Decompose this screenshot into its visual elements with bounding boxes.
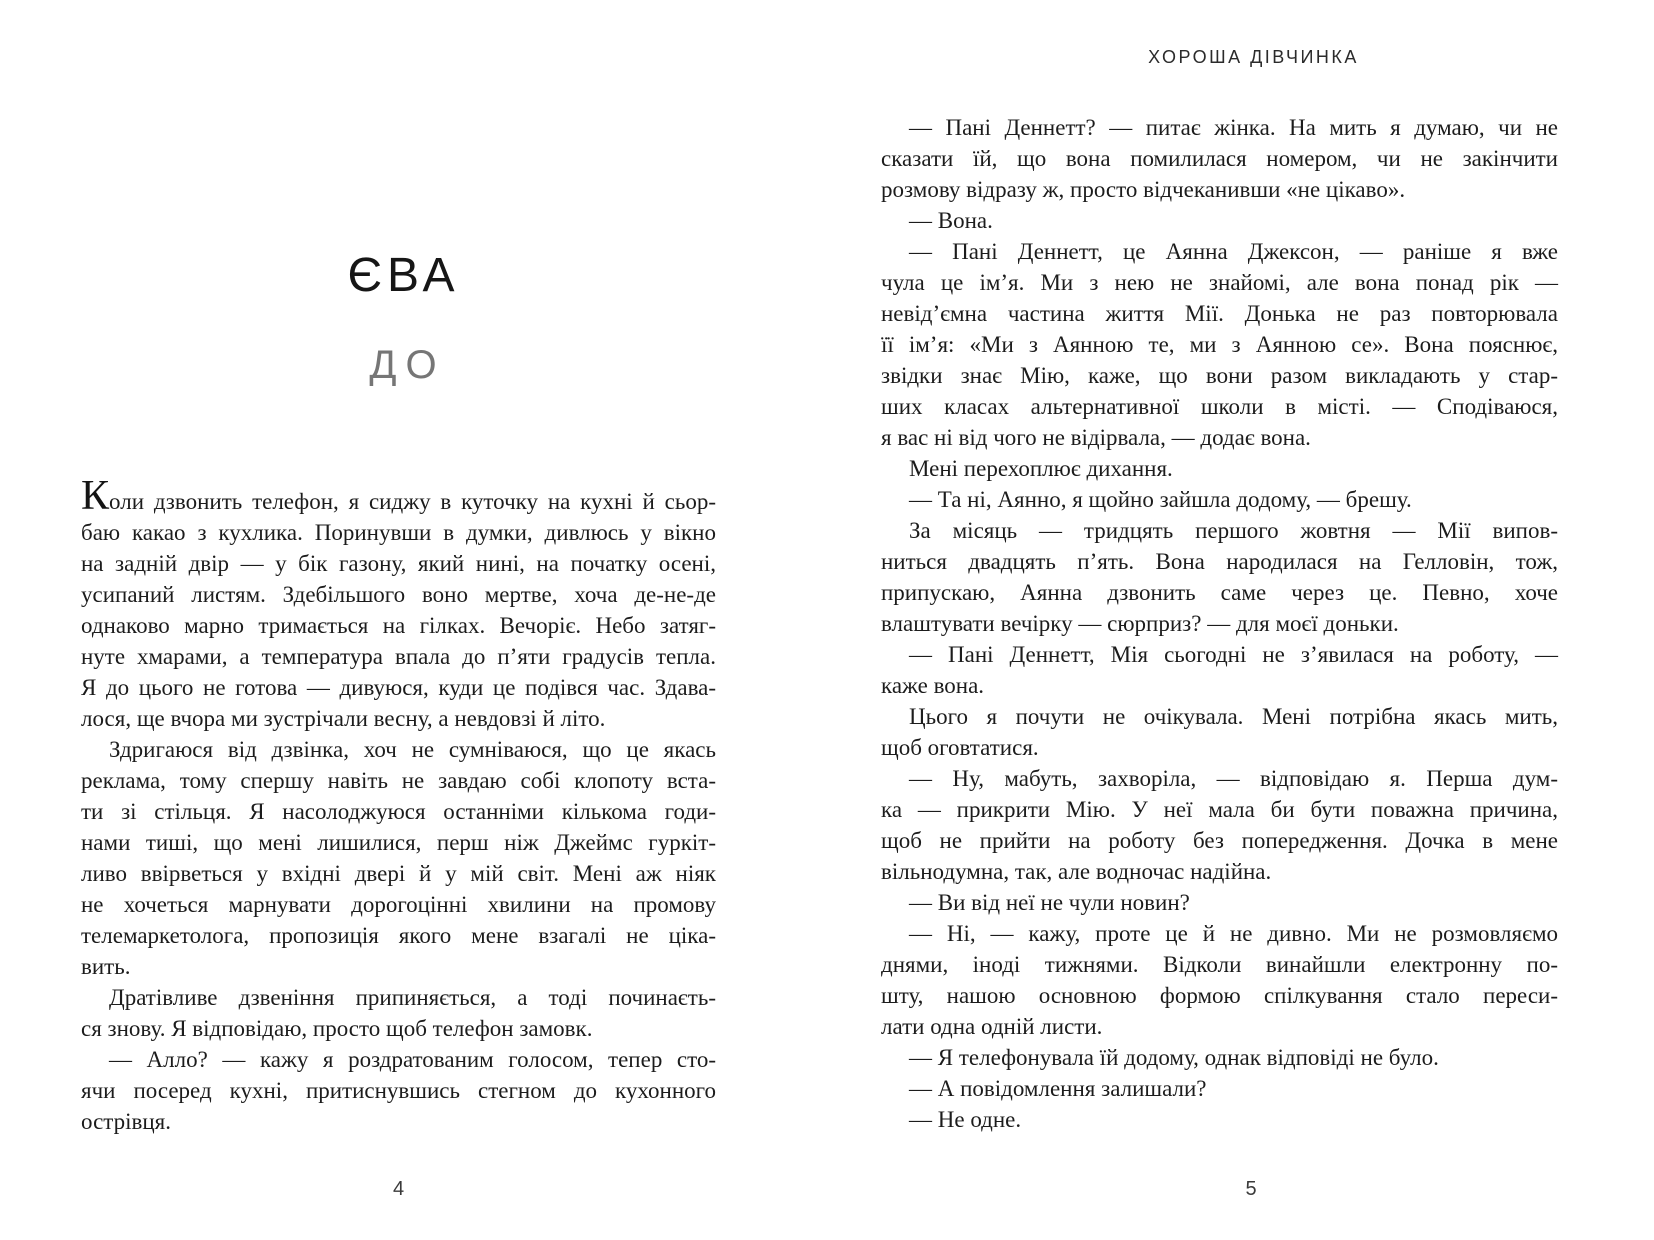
- page-right: [827, 0, 1654, 1240]
- text-line: розмову відразу ж, просто відчеканивши «не цікаво».: [881, 177, 1406, 202]
- text-line: ливо ввірветься у вхідні двері й у мій світ. Мені аж ніяк: [81, 861, 716, 886]
- text-line: — А повідомлення залишали?: [909, 1076, 1207, 1101]
- text-line: Цього я почути не очікувала. Мені потрібна якась мить,: [909, 704, 1558, 729]
- text-line: ячи посеред кухні, притиснувшись стегном до кухонного: [81, 1078, 716, 1103]
- text-line: — Я телефонувала їй додому, однак відповіді не було.: [909, 1045, 1439, 1070]
- text-line: вільнодумна, так, але водночас надійна.: [881, 859, 1272, 884]
- text-line: днями, іноді тижнями. Відколи винайшли електронну по-: [881, 952, 1558, 977]
- text-line: — Та ні, Аянно, я щойно зайшла додому, — брешу.: [909, 487, 1412, 512]
- text-line: шту, нашою основною формою спілкування стало переси-: [881, 983, 1558, 1008]
- text-line: баю какао з кухлика. Поринувши в думки, дивлюсь у вікно: [81, 520, 716, 545]
- text-line: звідки знає Мію, каже, що вони разом викладають у стар-: [881, 363, 1558, 388]
- text-line: — Ви від неї не чули новин?: [909, 890, 1190, 915]
- text-line: Мені перехоплює дихання.: [909, 456, 1173, 481]
- text-line: — Пані Деннетт? — питає жінка. На мить я думаю, чи не: [909, 115, 1558, 140]
- text-line: реклама, тому спершу навіть не завдаю собі клопоту вста-: [81, 768, 716, 793]
- text-line: Коли дзвонить телефон, я сиджу в куточку на кухні й сьор-: [81, 473, 716, 519]
- text-line: каже вона.: [881, 673, 985, 698]
- body-text-left: [81, 473, 716, 1137]
- text-line: лати одна одній листи.: [881, 1014, 1103, 1039]
- text-line: Дратівливе дзвеніння припиняється, а тоді починаєть-: [109, 985, 716, 1010]
- text-line: — Алло? — кажу я роздратованим голосом, тепер сто-: [109, 1047, 716, 1072]
- text-line: ших класах альтернативної школи в місті. — Сподіваюся,: [881, 394, 1558, 419]
- text-line: Здригаюся від дзвінка, хоч не сумніваюся, що це якась: [109, 737, 716, 762]
- text-line: однаково марно тримається на гілках. Вечоріє. Небо затяг-: [81, 613, 716, 638]
- text-line: ти зі стільця. Я насолоджуюся останніми кількома годи-: [81, 799, 716, 824]
- text-line: — Не одне.: [909, 1107, 1022, 1132]
- running-header: ХОРОША ДІВЧИНКА: [1148, 47, 1359, 67]
- page-number-right: 5: [1245, 1178, 1257, 1200]
- text-line: влаштувати вечірку — сюрприз? — для моєї доньки.: [881, 611, 1399, 636]
- text-line: на задній двір — у бік газону, який нині, на початку осені,: [81, 551, 716, 576]
- chapter-subtitle: ДО: [369, 343, 446, 387]
- text-line: ка — прикрити Мію. У неї мала би бути поважна причина,: [881, 797, 1558, 822]
- text-line: вить.: [81, 954, 131, 979]
- text-line: сказати їй, що вона помилилася номером, чи не закінчити: [881, 146, 1558, 171]
- text-line: За місяць — тридцять першого жовтня — Мії випов-: [909, 518, 1558, 543]
- text-line: острівця.: [81, 1109, 172, 1134]
- text-line: — Ну, мабуть, захворіла, — відповідаю я. Перша дум-: [909, 766, 1558, 791]
- drop-cap: К: [81, 473, 110, 519]
- text-line: усипаний листям. Здебільшого воно мертве, хоча де-не-де: [81, 582, 716, 607]
- text-line: нами тиші, що мені лишилися, перш ніж Джеймс гуркіт-: [81, 830, 716, 855]
- chapter-title: ЄВА: [347, 249, 460, 302]
- body-text-right: [881, 112, 1558, 1135]
- text-line: лося, ще вчора ми зустрічали весну, а невдовзі й літо.: [81, 706, 606, 731]
- text-line: не хочеться марнувати дорогоцінні хвилини на промову: [81, 892, 716, 917]
- text-line: — Пані Деннетт, Мія сьогодні не з’явилася на роботу, —: [909, 642, 1558, 667]
- text-line: невід’ємна частина життя Мії. Донька не раз повторювала: [881, 301, 1558, 326]
- text-line: — Ні, — кажу, проте це й не дивно. Ми не розмовляємо: [909, 921, 1558, 946]
- text-line: — Пані Деннетт, це Аянна Джексон, — раніше я вже: [909, 239, 1558, 264]
- text-line: ся знову. Я відповідаю, просто щоб телефон замовк.: [81, 1016, 593, 1041]
- text-line: телемаркетолога, пропозиція якого мене взагалі не ціка-: [81, 923, 716, 948]
- text-line: припускаю, Аянна дзвонить саме через це. Певно, хоче: [881, 580, 1558, 605]
- text-line: нуте хмарами, а температура впала до п’яти градусів тепла.: [81, 644, 716, 669]
- page-number-left: 4: [392, 1178, 405, 1200]
- text-line: щоб не прийти на роботу без попередження. Дочка в мене: [881, 828, 1558, 853]
- text-line: чула це ім’я. Ми з нею не знайомі, але вона понад рік —: [881, 270, 1558, 295]
- text-line: я вас ні від чого не відірвала, — додає вона.: [881, 425, 1311, 450]
- text-line: Я до цього не готова — дивуюся, куди це подівся час. Здава-: [81, 675, 716, 700]
- text-line: ниться двадцять п’ять. Вона народилася на Гелловін, тож,: [881, 549, 1558, 574]
- text-line: — Вона.: [909, 208, 993, 233]
- text-line: її ім’я: «Ми з Аянною те, ми з Аянною се». Вона пояснює,: [881, 332, 1558, 357]
- text-line: щоб оговтатися.: [881, 735, 1039, 760]
